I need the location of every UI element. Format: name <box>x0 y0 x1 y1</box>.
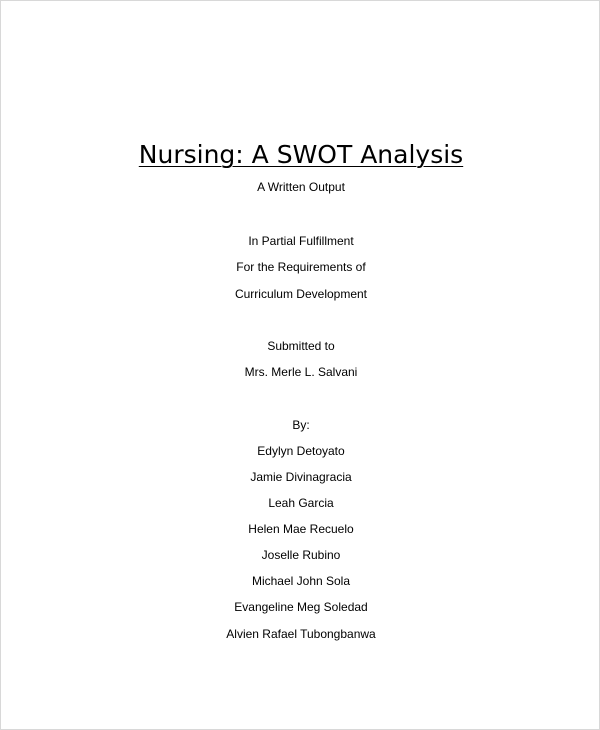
author: Edylyn Detoyato <box>257 444 345 458</box>
document-title <box>1 140 600 170</box>
author: Michael John Sola <box>251 574 351 588</box>
fulfillment-line-3: Curriculum Development <box>234 287 368 301</box>
author: Joselle Rubino <box>261 548 341 562</box>
author: Leah Garcia <box>268 496 334 510</box>
title-text: Nursing: A SWOT Analysis <box>138 140 464 169</box>
author: Evangeline Meg Soledad <box>234 600 368 614</box>
submitted-label: Submitted to <box>267 339 335 353</box>
author: Jamie Divinagracia <box>250 470 352 484</box>
submitted-to: Mrs. Merle L. Salvani <box>244 365 358 379</box>
fulfillment-line-2: For the Requirements of <box>236 260 366 274</box>
by-label: By: <box>292 418 310 432</box>
author: Alvien Rafael Tubongbanwa <box>226 627 376 641</box>
fulfillment-line-1: In Partial Fulfillment <box>248 234 354 248</box>
author: Helen Mae Recuelo <box>248 522 354 536</box>
subtitle: A Written Output <box>257 180 345 194</box>
